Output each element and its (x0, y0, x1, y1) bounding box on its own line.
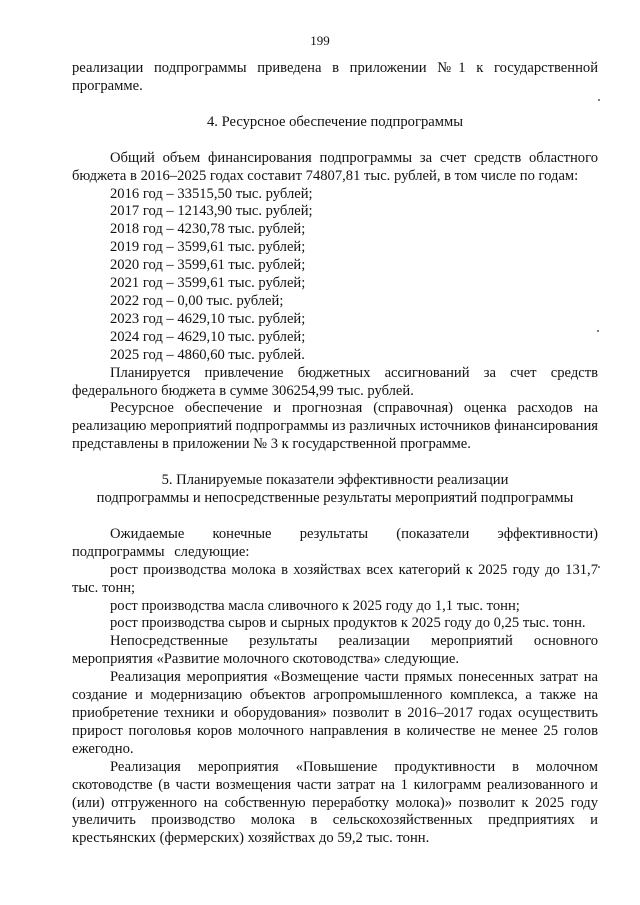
butter-growth-item: рост производства масла сливочного к 2025 году до 1,1 тыс. тонн; (110, 597, 520, 614)
year-allocation-item: 2016 год – 33515,50 тыс. рублей; (110, 185, 313, 202)
year-allocation-item: 2021 год – 3599,61 тыс. рублей; (110, 275, 306, 292)
direct-results-paragraph: Непосредственные результаты реализации мероприятий основного мероприятия «Развитие молочного скотоводства» следующие. (72, 633, 598, 668)
section-5-title-line-2: подпрограммы и непосредственные результаты мероприятий подпрограммы (96, 490, 574, 507)
intro-paragraph: реализации подпрограммы приведена в приложении №1 к государственной программе. (72, 60, 598, 94)
year-allocation-item: 2025 год – 4860,60 тыс. рублей. (110, 346, 305, 363)
cheese-growth-item: рост производства сыров и сырных продуктов к 2025 году до 0,25 тыс. тонн. (110, 615, 586, 632)
page-number: 199 (310, 33, 330, 48)
scan-speck (598, 566, 600, 568)
year-allocation-item: 2018 год – 4230,78 тыс. рублей; (110, 221, 306, 238)
scan-speck (597, 330, 599, 332)
year-allocation-item: 2023 год – 4629,10 тыс. рублей; (110, 310, 306, 327)
year-allocation-list (72, 186, 598, 365)
section-5-title-line-1: 5. Планируемые показатели эффективности реализации (161, 472, 509, 489)
measure-2-paragraph: Реализация мероприятия «Повышение продуктивности в молочном скотоводстве (в части возмещения части затрат на 1 килограмм реализованного и (или) отгруженного на собственную переработку молока)» позволит к 2025 году увеличить производство молока в сельскохозяйственных предприятиях и крестьянских (фермерских) хозяйствах до 59,2 тыс. тонн. (72, 758, 598, 847)
section-5-title (72, 472, 598, 508)
measure-1-paragraph: Реализация мероприятия «Возмещение части прямых понесенных затрат на создание и модернизацию объектов агропромышленного комплекса, а также на приобретение техники и оборудования» позволит в 2016–2017 годах осуществить прирост поголовья коров молочного направления в количестве не менее 25 голов ежегодно. (72, 669, 598, 757)
milk-growth-item: рост производства молока в хозяйствах всех категорий к 2025 году до 131,7 тыс. тонн; (72, 561, 598, 596)
year-allocation-item: 2022 год – 0,00 тыс. рублей; (110, 292, 284, 309)
resource-appendix-paragraph: Ресурсное обеспечение и прогнозная (справочная) оценка расходов на реализацию мероприятий подпрограммы из различных источников финансирования представлены в приложении № 3 к государственной программе. (72, 400, 598, 453)
year-allocation-item: 2019 год – 3599,61 тыс. рублей; (110, 239, 306, 256)
financing-lead-paragraph: Общий объем финансирования подпрограммы за счет средств областного бюджета в 2016–2025 годах составит 74807,81 тыс. рублей, в том числе по годам: (72, 149, 598, 184)
scan-speck (598, 99, 600, 101)
year-allocation-item: 2024 год – 4629,10 тыс. рублей; (110, 328, 306, 345)
year-allocation-item: 2020 год – 3599,61 тыс. рублей; (110, 257, 306, 274)
year-allocation-item: 2017 год – 12143,90 тыс. рублей; (110, 203, 313, 220)
page-content (72, 60, 598, 848)
section-4-title: 4. Ресурсное обеспечение подпрограммы (206, 113, 463, 130)
federal-budget-paragraph: Планируется привлечение бюджетных ассигнований за счет средств федерального бюджета в сумме 306254,99 тыс. рублей. (72, 364, 598, 399)
expected-results-paragraph: Ожидаемые конечные результаты (показатели эффективности) подпрограммы следующие: (72, 525, 598, 560)
